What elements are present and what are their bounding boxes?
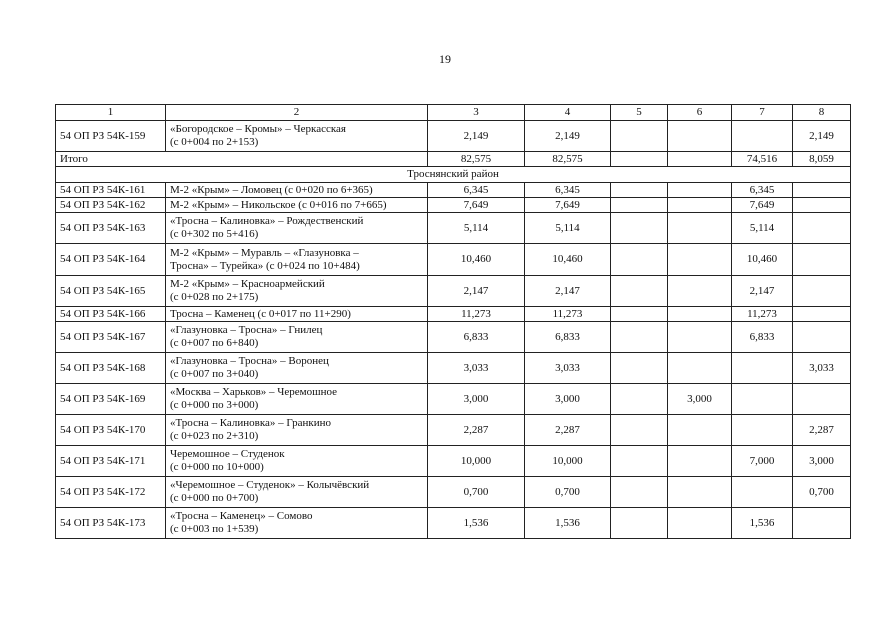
header-cell: 2 xyxy=(166,105,428,121)
value-cell-c4: 7,649 xyxy=(525,198,611,213)
value-cell-c7 xyxy=(732,415,793,446)
value-cell-c3: 3,033 xyxy=(428,353,525,384)
road-name-line: М-2 «Крым» – Ломовец (с 0+020 по 6+365) xyxy=(170,183,373,196)
value-cell-c7: 5,114 xyxy=(732,213,793,244)
value-cell-c7 xyxy=(732,477,793,508)
district-heading: Троснянский район xyxy=(56,167,851,183)
value-cell-c7: 7,000 xyxy=(732,446,793,477)
value-cell-c7: 7,649 xyxy=(732,198,793,213)
total-value-c8: 8,059 xyxy=(793,152,851,167)
value-cell-c3: 5,114 xyxy=(428,213,525,244)
value-cell-c5 xyxy=(611,353,668,384)
value-cell-c3: 2,287 xyxy=(428,415,525,446)
value-cell-c4: 10,000 xyxy=(525,446,611,477)
value-cell-c8: 3,000 xyxy=(793,446,851,477)
road-name-line: Тросна – Каменец (с 0+017 по 11+290) xyxy=(170,307,351,320)
value-cell-c8: 2,287 xyxy=(793,415,851,446)
value-cell-c3: 11,273 xyxy=(428,307,525,322)
table-row xyxy=(56,276,851,307)
table-row xyxy=(56,322,851,353)
road-name-cell xyxy=(166,244,428,276)
value-cell-c7 xyxy=(732,353,793,384)
total-value-c6 xyxy=(668,152,732,167)
total-value-c4: 82,575 xyxy=(525,152,611,167)
road-name-line: Черемошное – Студенок xyxy=(170,448,285,460)
header-cell: 3 xyxy=(428,105,525,121)
value-cell-c8 xyxy=(793,508,851,539)
road-name-line: (с 0+302 по 5+416) xyxy=(170,228,259,240)
road-name-line: «Тросна – Калиновка» – Гранкино xyxy=(170,417,331,429)
value-cell-c5 xyxy=(611,508,668,539)
road-name-cell xyxy=(166,121,428,152)
value-cell-c7: 10,460 xyxy=(732,244,793,276)
road-name-cell xyxy=(166,508,428,539)
value-cell-c8: 3,033 xyxy=(793,353,851,384)
road-name-cell xyxy=(166,276,428,307)
value-cell-c4: 2,287 xyxy=(525,415,611,446)
road-name-cell xyxy=(166,307,428,322)
value-cell-c3: 6,345 xyxy=(428,183,525,198)
value-cell-c6 xyxy=(668,183,732,198)
value-cell-c6 xyxy=(668,415,732,446)
roads-table xyxy=(55,104,851,539)
road-name-cell xyxy=(166,477,428,508)
value-cell-c4: 6,833 xyxy=(525,322,611,353)
value-cell-c4: 6,345 xyxy=(525,183,611,198)
road-code-cell: 54 ОП РЗ 54К-165 xyxy=(56,276,166,307)
table-row xyxy=(56,213,851,244)
road-code-cell: 54 ОП РЗ 54К-164 xyxy=(56,244,166,276)
road-code-cell: 54 ОП РЗ 54К-170 xyxy=(56,415,166,446)
value-cell-c6 xyxy=(668,307,732,322)
road-code-cell: 54 ОП РЗ 54К-171 xyxy=(56,446,166,477)
header-cell: 7 xyxy=(732,105,793,121)
road-code-cell: 54 ОП РЗ 54К-161 xyxy=(56,183,166,198)
value-cell-c4: 1,536 xyxy=(525,508,611,539)
value-cell-c6 xyxy=(668,446,732,477)
value-cell-c4: 10,460 xyxy=(525,244,611,276)
table-row xyxy=(56,121,851,152)
page-number: 19 xyxy=(439,52,451,66)
value-cell-c8: 2,149 xyxy=(793,121,851,152)
road-name-cell xyxy=(166,384,428,415)
value-cell-c5 xyxy=(611,198,668,213)
value-cell-c6 xyxy=(668,508,732,539)
road-code-cell: 54 ОП РЗ 54К-162 xyxy=(56,198,166,213)
table-row xyxy=(56,508,851,539)
value-cell-c3: 10,460 xyxy=(428,244,525,276)
road-name-line: Тросна» – Турейка» (с 0+024 по 10+484) xyxy=(170,259,360,272)
value-cell-c6 xyxy=(668,477,732,508)
road-name-line: (с 0+028 по 2+175) xyxy=(170,291,259,303)
road-name-line: «Черемошное – Студенок» – Колычёвский xyxy=(170,479,370,491)
value-cell-c7: 2,147 xyxy=(732,276,793,307)
total-value-c5 xyxy=(611,152,668,167)
value-cell-c7: 6,345 xyxy=(732,183,793,198)
road-code-cell: 54 ОП РЗ 54К-169 xyxy=(56,384,166,415)
value-cell-c6 xyxy=(668,121,732,152)
road-name-line: «Тросна – Каменец» – Сомово xyxy=(170,510,313,522)
road-name-line: М-2 «Крым» – Муравль – «Глазуновка – xyxy=(170,246,359,259)
value-cell-c4: 2,147 xyxy=(525,276,611,307)
value-cell-c5 xyxy=(611,415,668,446)
road-name-cell xyxy=(166,415,428,446)
header-cell: 5 xyxy=(611,105,668,121)
value-cell-c4: 5,114 xyxy=(525,213,611,244)
value-cell-c4: 3,000 xyxy=(525,384,611,415)
table-body xyxy=(56,105,851,539)
total-value-c3: 82,575 xyxy=(428,152,525,167)
road-name-line: (с 0+003 по 1+539) xyxy=(170,523,259,535)
road-code-cell: 54 ОП РЗ 54К-173 xyxy=(56,508,166,539)
value-cell-c5 xyxy=(611,384,668,415)
road-name-line: «Москва – Харьков» – Черемошное xyxy=(170,386,338,398)
total-label: Итого xyxy=(56,152,428,167)
header-cell: 6 xyxy=(668,105,732,121)
value-cell-c5 xyxy=(611,307,668,322)
value-cell-c6 xyxy=(668,244,732,276)
value-cell-c5 xyxy=(611,276,668,307)
value-cell-c4: 3,033 xyxy=(525,353,611,384)
road-name-cell xyxy=(166,213,428,244)
value-cell-c5 xyxy=(611,183,668,198)
header-row xyxy=(56,105,851,121)
value-cell-c5 xyxy=(611,121,668,152)
road-name-line: (с 0+000 по 10+000) xyxy=(170,461,264,473)
value-cell-c4: 0,700 xyxy=(525,477,611,508)
total-row xyxy=(56,152,851,167)
road-name-line: (с 0+000 по 3+000) xyxy=(170,399,259,411)
value-cell-c7: 11,273 xyxy=(732,307,793,322)
table-row xyxy=(56,307,851,322)
value-cell-c3: 2,147 xyxy=(428,276,525,307)
header-cell: 1 xyxy=(56,105,166,121)
road-name-line: М-2 «Крым» – Никольское (с 0+016 по 7+665) xyxy=(170,198,387,211)
road-code-cell: 54 ОП РЗ 54К-166 xyxy=(56,307,166,322)
district-row xyxy=(56,167,851,183)
value-cell-c3: 2,149 xyxy=(428,121,525,152)
value-cell-c8 xyxy=(793,307,851,322)
value-cell-c5 xyxy=(611,244,668,276)
value-cell-c8 xyxy=(793,213,851,244)
value-cell-c6 xyxy=(668,353,732,384)
value-cell-c8 xyxy=(793,183,851,198)
table-row xyxy=(56,353,851,384)
total-value-c7: 74,516 xyxy=(732,152,793,167)
value-cell-c3: 6,833 xyxy=(428,322,525,353)
road-name-line: «Богородское – Кромы» – Черкасская xyxy=(170,123,346,135)
table-row xyxy=(56,183,851,198)
road-name-cell xyxy=(166,322,428,353)
road-name-line: (с 0+007 по 6+840) xyxy=(170,337,259,349)
value-cell-c5 xyxy=(611,213,668,244)
road-code-cell: 54 ОП РЗ 54К-163 xyxy=(56,213,166,244)
road-name-cell xyxy=(166,198,428,213)
value-cell-c4: 2,149 xyxy=(525,121,611,152)
value-cell-c3: 10,000 xyxy=(428,446,525,477)
value-cell-c7 xyxy=(732,121,793,152)
header-cell: 4 xyxy=(525,105,611,121)
value-cell-c8 xyxy=(793,322,851,353)
value-cell-c8 xyxy=(793,276,851,307)
road-name-cell xyxy=(166,183,428,198)
value-cell-c8: 0,700 xyxy=(793,477,851,508)
value-cell-c8 xyxy=(793,198,851,213)
value-cell-c7 xyxy=(732,384,793,415)
value-cell-c3: 1,536 xyxy=(428,508,525,539)
table-row xyxy=(56,198,851,213)
value-cell-c6: 3,000 xyxy=(668,384,732,415)
road-name-line: (с 0+007 по 3+040) xyxy=(170,368,259,380)
road-code-cell: 54 ОП РЗ 54К-168 xyxy=(56,353,166,384)
value-cell-c3: 7,649 xyxy=(428,198,525,213)
value-cell-c7: 1,536 xyxy=(732,508,793,539)
table-row xyxy=(56,384,851,415)
table-row xyxy=(56,244,851,276)
table-row xyxy=(56,415,851,446)
value-cell-c8 xyxy=(793,244,851,276)
road-code-cell: 54 ОП РЗ 54К-167 xyxy=(56,322,166,353)
value-cell-c5 xyxy=(611,477,668,508)
value-cell-c5 xyxy=(611,322,668,353)
road-name-line: «Глазуновка – Тросна» – Воронец xyxy=(170,355,329,367)
road-code-cell: 54 ОП РЗ 54К-172 xyxy=(56,477,166,508)
road-name-line: (с 0+000 по 0+700) xyxy=(170,492,259,504)
road-code-cell: 54 ОП РЗ 54К-159 xyxy=(56,121,166,152)
value-cell-c6 xyxy=(668,213,732,244)
value-cell-c6 xyxy=(668,322,732,353)
header-cell: 8 xyxy=(793,105,851,121)
value-cell-c7: 6,833 xyxy=(732,322,793,353)
road-name-line: М-2 «Крым» – Красноармейский xyxy=(170,278,325,290)
road-name-cell xyxy=(166,353,428,384)
value-cell-c6 xyxy=(668,198,732,213)
value-cell-c6 xyxy=(668,276,732,307)
road-name-line: «Глазуновка – Тросна» – Гнилец xyxy=(170,324,323,336)
road-name-line: «Тросна – Калиновка» – Рождественский xyxy=(170,215,364,227)
value-cell-c3: 3,000 xyxy=(428,384,525,415)
value-cell-c4: 11,273 xyxy=(525,307,611,322)
road-name-cell xyxy=(166,446,428,477)
table-row xyxy=(56,446,851,477)
road-name-line: (с 0+004 по 2+153) xyxy=(170,136,259,148)
table-row xyxy=(56,477,851,508)
value-cell-c3: 0,700 xyxy=(428,477,525,508)
value-cell-c8 xyxy=(793,384,851,415)
road-name-line: (с 0+023 по 2+310) xyxy=(170,430,259,442)
value-cell-c5 xyxy=(611,446,668,477)
